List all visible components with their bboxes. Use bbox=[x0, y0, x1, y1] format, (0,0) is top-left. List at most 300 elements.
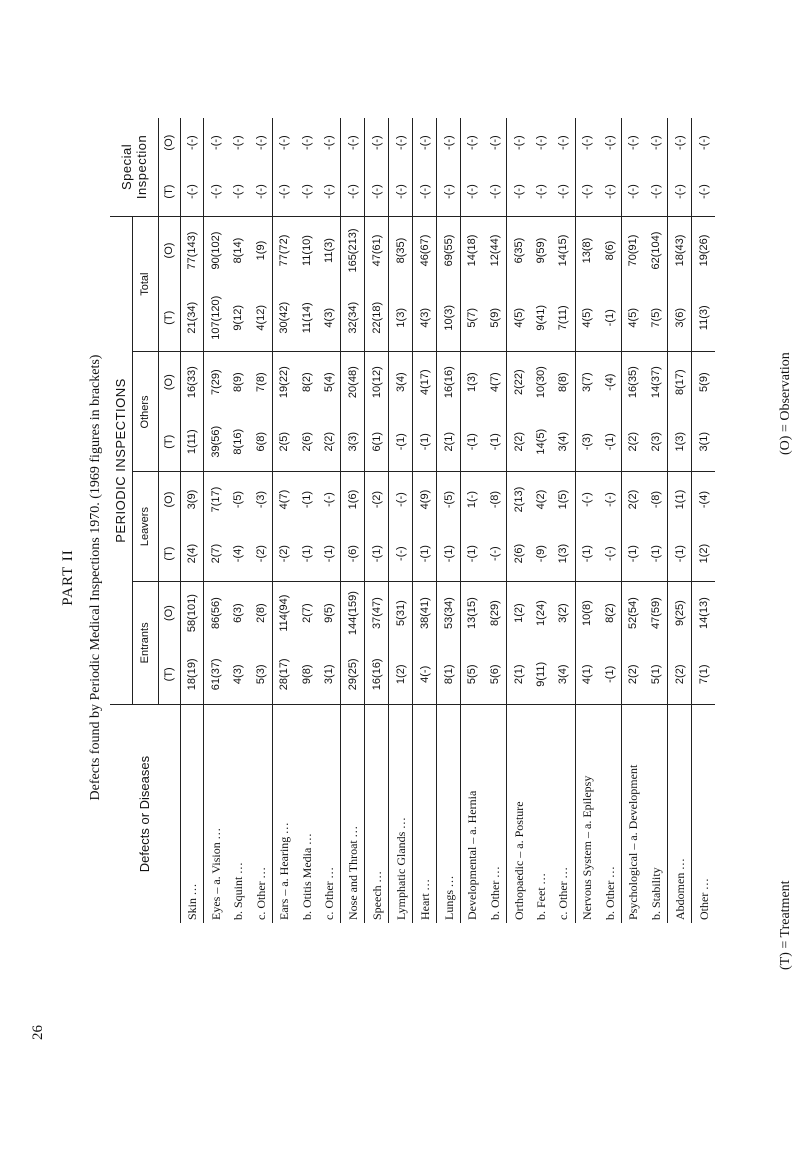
defect-name bbox=[204, 705, 227, 923]
cell-value: 5(5) bbox=[466, 664, 479, 685]
cell-value: 1(3) bbox=[394, 308, 407, 328]
cell-value: 3(9) bbox=[185, 489, 198, 510]
cell-value: -(-) bbox=[603, 184, 616, 199]
entrants-o-cell bbox=[180, 581, 204, 644]
total-t-cell bbox=[365, 284, 389, 352]
cell-value: 2(2) bbox=[323, 431, 336, 452]
cell-value: -(-) bbox=[488, 184, 501, 199]
total-t-cell bbox=[530, 284, 552, 352]
special-o-cell bbox=[296, 118, 318, 167]
cell-value: -(1) bbox=[673, 545, 686, 563]
others-o-cell bbox=[645, 352, 668, 412]
cell-value: -(-) bbox=[557, 184, 570, 199]
cell-value: -(6) bbox=[346, 545, 359, 563]
defect-label: b. Other bbox=[602, 880, 617, 920]
entrants-o-cell bbox=[575, 581, 598, 644]
leavers-o-cell bbox=[575, 472, 598, 527]
entrants-t-cell bbox=[389, 645, 413, 705]
entrants-t-cell bbox=[296, 645, 318, 705]
cell-value: 14(37) bbox=[649, 366, 662, 399]
defect-label: Abdomen bbox=[672, 872, 687, 920]
leavers-o-cell bbox=[484, 472, 507, 527]
leavers-t-cell bbox=[507, 527, 530, 582]
special-t-cell bbox=[413, 167, 437, 216]
leavers-t-cell bbox=[461, 527, 484, 582]
entrants-t-cell bbox=[180, 645, 204, 705]
entrants-o-cell bbox=[668, 581, 692, 644]
special-t-cell bbox=[318, 167, 341, 216]
defect-label: Lungs bbox=[441, 890, 456, 920]
leavers-o-cell bbox=[621, 472, 644, 527]
cell-value: 13(8) bbox=[581, 237, 594, 264]
page-number: 26 bbox=[30, 1025, 46, 1040]
defect-name bbox=[484, 705, 507, 923]
entrants-t-cell bbox=[530, 645, 552, 705]
leavers-o-cell bbox=[437, 472, 461, 527]
cell-value: 10(3) bbox=[442, 304, 455, 331]
defect-label: Heart bbox=[417, 893, 432, 920]
special-t-cell bbox=[668, 167, 692, 216]
special-o-cell bbox=[575, 118, 598, 167]
others-o-cell bbox=[461, 352, 484, 412]
group-header-others: Others bbox=[132, 352, 158, 472]
others-o-cell bbox=[365, 352, 389, 412]
cell-value: 7(11) bbox=[557, 305, 570, 331]
defect-name bbox=[180, 705, 204, 923]
table-row bbox=[413, 118, 437, 923]
table-row bbox=[365, 118, 389, 923]
leader-dots: ... bbox=[184, 882, 199, 895]
cell-value: -(-) bbox=[185, 184, 198, 199]
cell-value: -(-) bbox=[673, 135, 686, 150]
special-t-cell bbox=[437, 167, 461, 216]
others-t-cell bbox=[318, 412, 341, 472]
special-o-cell bbox=[484, 118, 507, 167]
cell-value: 1(5) bbox=[557, 489, 570, 510]
total-t-cell bbox=[507, 284, 530, 352]
total-o-header: (O) bbox=[158, 216, 180, 284]
cell-value: -(1) bbox=[581, 545, 594, 563]
defect-label: c. Other bbox=[556, 881, 571, 920]
entrants-t-cell bbox=[204, 645, 227, 705]
defect-label: Developmental – a. Hernia bbox=[465, 790, 480, 920]
defect-name bbox=[552, 705, 575, 923]
leavers-t-cell bbox=[180, 527, 204, 582]
special-t-cell bbox=[575, 167, 598, 216]
others-t-cell bbox=[552, 412, 575, 472]
cell-value: -(-) bbox=[649, 184, 662, 199]
entrants-t-cell bbox=[413, 645, 437, 705]
cell-value: -(1) bbox=[300, 491, 313, 509]
defect-label: Eyes – a. Vision bbox=[208, 842, 223, 920]
entrants-o-cell bbox=[484, 581, 507, 644]
cell-value: -(1) bbox=[418, 433, 431, 451]
leavers-o-cell bbox=[204, 472, 227, 527]
leader-dots: ... bbox=[345, 825, 360, 838]
table-row bbox=[389, 118, 413, 923]
cell-value: 62(104) bbox=[649, 231, 662, 270]
entrants-t-cell bbox=[341, 645, 365, 705]
table-row bbox=[204, 118, 227, 923]
leader-dots: ... bbox=[487, 865, 502, 878]
cell-value: -(2) bbox=[370, 491, 383, 509]
total-o-cell bbox=[180, 216, 204, 284]
leavers-t-cell bbox=[318, 527, 341, 582]
leader-dots: ... bbox=[322, 866, 337, 879]
cell-value: 8(35) bbox=[394, 237, 407, 264]
leavers-o-cell bbox=[249, 472, 272, 527]
cell-value: -(-) bbox=[581, 135, 594, 150]
defect-name bbox=[318, 705, 341, 923]
defect-name bbox=[598, 705, 621, 923]
special-o-cell bbox=[692, 118, 715, 167]
leavers-o-cell bbox=[461, 472, 484, 527]
cell-value: -(8) bbox=[649, 491, 662, 509]
others-o-cell bbox=[530, 352, 552, 412]
total-o-cell bbox=[227, 216, 249, 284]
table-row bbox=[249, 118, 272, 923]
cell-value: -(-) bbox=[394, 492, 407, 507]
cell-value: 11(3) bbox=[697, 305, 710, 331]
cell-value: 6(35) bbox=[512, 237, 525, 264]
table-row bbox=[575, 118, 598, 923]
others-t-cell bbox=[227, 412, 249, 472]
special-o-cell bbox=[249, 118, 272, 167]
others-o-cell bbox=[692, 352, 715, 412]
others-t-cell bbox=[413, 412, 437, 472]
cell-value: -(3) bbox=[581, 433, 594, 451]
cell-value: 8(17) bbox=[673, 369, 686, 395]
others-o-cell bbox=[341, 352, 365, 412]
cell-value: 1(6) bbox=[346, 489, 359, 510]
leavers-o-cell bbox=[318, 472, 341, 527]
special-t-cell bbox=[507, 167, 530, 216]
cell-value: -(-) bbox=[557, 135, 570, 150]
special-t-cell bbox=[484, 167, 507, 216]
special-o-cell bbox=[227, 118, 249, 167]
group-header-leavers: Leavers bbox=[132, 472, 158, 581]
cell-value: 1(1) bbox=[673, 489, 686, 510]
cell-value: 10(12) bbox=[370, 366, 383, 399]
cell-value: 13(15) bbox=[466, 597, 479, 629]
cell-value: -(-) bbox=[323, 184, 336, 199]
cell-value: -(3) bbox=[254, 491, 267, 509]
cell-value: 61(37) bbox=[209, 658, 222, 691]
entrants-t-cell bbox=[692, 645, 715, 705]
special-o-cell bbox=[413, 118, 437, 167]
total-t-cell bbox=[413, 284, 437, 352]
special-o-cell bbox=[180, 118, 204, 167]
others-t-cell bbox=[645, 412, 668, 472]
cell-value: -(-) bbox=[627, 184, 640, 199]
defect-name bbox=[692, 705, 715, 923]
special-o-cell bbox=[389, 118, 413, 167]
defect-name bbox=[645, 705, 668, 923]
cell-value: 29(25) bbox=[346, 658, 359, 691]
cell-value: 5(7) bbox=[466, 308, 479, 328]
cell-value: 8(8) bbox=[557, 372, 570, 392]
cell-value: 1(11) bbox=[185, 429, 198, 455]
cell-value: 1(24) bbox=[534, 600, 547, 626]
cell-value: -(-) bbox=[232, 135, 245, 150]
cell-value: 10(8) bbox=[581, 600, 594, 626]
cell-value: -(-) bbox=[278, 135, 291, 150]
total-t-cell bbox=[598, 284, 621, 352]
defect-label: Nose and Throat bbox=[345, 840, 360, 920]
total-t-cell bbox=[341, 284, 365, 352]
cell-value: 16(16) bbox=[370, 658, 383, 691]
leavers-t-cell bbox=[296, 527, 318, 582]
special-o-header: (O) bbox=[158, 118, 180, 167]
table-row bbox=[461, 118, 484, 923]
cell-value: -(2) bbox=[254, 545, 267, 563]
leavers-o-cell bbox=[552, 472, 575, 527]
entrants-o-cell bbox=[507, 581, 530, 644]
total-o-cell bbox=[552, 216, 575, 284]
entrants-o-cell bbox=[461, 581, 484, 644]
total-o-cell bbox=[668, 216, 692, 284]
leavers-t-cell bbox=[668, 527, 692, 582]
cell-value: 8(1) bbox=[442, 664, 455, 685]
leavers-o-cell bbox=[598, 472, 621, 527]
cell-value: 2(22) bbox=[512, 369, 525, 395]
entrants-o-cell bbox=[389, 581, 413, 644]
cell-value: 7(1) bbox=[697, 664, 710, 685]
special-t-cell bbox=[461, 167, 484, 216]
defect-name bbox=[227, 705, 249, 923]
entrants-o-cell bbox=[437, 581, 461, 644]
cell-value: 30(42) bbox=[278, 301, 291, 334]
cell-value: -(1) bbox=[418, 545, 431, 563]
cell-value: -(-) bbox=[323, 135, 336, 150]
cell-value: 5(3) bbox=[254, 664, 267, 685]
defect-name bbox=[530, 705, 552, 923]
cell-value: 8(9) bbox=[232, 372, 245, 392]
defect-name bbox=[389, 705, 413, 923]
special-o-cell bbox=[621, 118, 644, 167]
cell-value: -(-) bbox=[649, 135, 662, 150]
total-o-cell bbox=[272, 216, 295, 284]
cell-value: 8(14) bbox=[232, 237, 245, 264]
cell-value: -(-) bbox=[394, 135, 407, 150]
cell-value: 14(5) bbox=[534, 428, 547, 455]
table-row bbox=[621, 118, 644, 923]
defect-name bbox=[296, 705, 318, 923]
cell-value: 9(5) bbox=[323, 603, 336, 623]
others-o-header: (O) bbox=[158, 352, 180, 412]
others-t-cell bbox=[365, 412, 389, 472]
total-o-cell bbox=[645, 216, 668, 284]
leader-dots: ... bbox=[441, 875, 456, 887]
leader-dots: ... bbox=[602, 865, 617, 878]
others-t-cell bbox=[530, 412, 552, 472]
others-t-cell bbox=[668, 412, 692, 472]
leavers-t-cell bbox=[413, 527, 437, 582]
entrants-o-cell bbox=[296, 581, 318, 644]
cell-value: -(-) bbox=[581, 492, 594, 507]
total-o-cell bbox=[389, 216, 413, 284]
defect-name bbox=[249, 705, 272, 923]
cell-value: 2(7) bbox=[209, 543, 222, 564]
cell-value: 7(17) bbox=[209, 486, 222, 513]
cell-value: 90(102) bbox=[209, 231, 222, 270]
periodic-header: PERIODIC INSPECTIONS bbox=[110, 216, 132, 704]
cell-value: 144(159) bbox=[346, 591, 359, 636]
others-o-cell bbox=[507, 352, 530, 412]
leavers-o-header: (O) bbox=[158, 472, 180, 527]
cell-value: 11(14) bbox=[300, 302, 313, 334]
defect-name bbox=[507, 705, 530, 923]
others-t-cell bbox=[621, 412, 644, 472]
entrants-t-cell bbox=[365, 645, 389, 705]
leader-dots: ... bbox=[369, 870, 384, 883]
cell-value: 86(56) bbox=[209, 597, 222, 629]
defect-label: Speech bbox=[369, 885, 384, 920]
cell-value: -(4) bbox=[603, 373, 616, 391]
entrants-o-cell bbox=[530, 581, 552, 644]
cell-value: 14(13) bbox=[697, 597, 710, 629]
cell-value: 1(3) bbox=[673, 431, 686, 452]
cell-value: -(-) bbox=[673, 184, 686, 199]
special-t-cell bbox=[249, 167, 272, 216]
cell-value: -(-) bbox=[603, 492, 616, 507]
total-t-cell bbox=[272, 284, 295, 352]
special-t-cell bbox=[692, 167, 715, 216]
total-o-cell bbox=[204, 216, 227, 284]
total-o-cell bbox=[461, 216, 484, 284]
cell-value: 5(1) bbox=[649, 664, 662, 685]
cell-value: 5(4) bbox=[323, 372, 336, 392]
cell-value: -(1) bbox=[488, 433, 501, 451]
leavers-t-cell bbox=[575, 527, 598, 582]
cell-value: -(-) bbox=[300, 184, 313, 199]
total-o-cell bbox=[575, 216, 598, 284]
cell-value: -(-) bbox=[697, 135, 710, 150]
entrants-o-cell bbox=[272, 581, 295, 644]
special-o-cell bbox=[437, 118, 461, 167]
others-o-cell bbox=[552, 352, 575, 412]
cell-value: 18(43) bbox=[673, 234, 686, 267]
cell-value: -(-) bbox=[209, 135, 222, 150]
cell-value: 2(13) bbox=[512, 486, 525, 513]
table-row bbox=[437, 118, 461, 923]
others-t-cell bbox=[461, 412, 484, 472]
cell-value: 32(34) bbox=[346, 301, 359, 334]
cell-value: -(-) bbox=[697, 184, 710, 199]
defect-label: Ears – a. Hearing bbox=[277, 836, 292, 920]
cell-value: -(1) bbox=[300, 545, 313, 563]
cell-value: 2(1) bbox=[442, 431, 455, 452]
total-t-cell bbox=[621, 284, 644, 352]
cell-value: 4(3) bbox=[232, 664, 245, 685]
defect-label: c. Other bbox=[253, 881, 268, 920]
entrants-t-cell bbox=[227, 645, 249, 705]
leavers-o-cell bbox=[272, 472, 295, 527]
total-t-cell bbox=[552, 284, 575, 352]
total-t-cell bbox=[227, 284, 249, 352]
cell-value: 6(1) bbox=[370, 431, 383, 452]
cell-value: 1(2) bbox=[512, 603, 525, 623]
cell-value: 70(91) bbox=[627, 234, 640, 267]
leavers-t-cell bbox=[437, 527, 461, 582]
leavers-t-cell bbox=[365, 527, 389, 582]
cell-value: -(1) bbox=[603, 665, 616, 683]
cell-value: 52(54) bbox=[627, 597, 640, 629]
table-row bbox=[692, 118, 715, 923]
cell-value: -(5) bbox=[442, 491, 455, 509]
cell-value: -(-) bbox=[442, 135, 455, 150]
cell-value: 4(5) bbox=[581, 308, 594, 328]
special-t-cell bbox=[227, 167, 249, 216]
cell-value: 16(16) bbox=[442, 366, 455, 399]
others-t-cell bbox=[575, 412, 598, 472]
entrants-t-cell bbox=[461, 645, 484, 705]
special-inspection-header: Special Inspection bbox=[110, 118, 158, 216]
cell-value: 2(3) bbox=[649, 431, 662, 452]
cell-value: -(-) bbox=[394, 546, 407, 561]
cell-value: -(-) bbox=[278, 184, 291, 199]
cell-value: 47(59) bbox=[649, 597, 662, 629]
cell-value: -(-) bbox=[394, 184, 407, 199]
table-row bbox=[507, 118, 530, 923]
leavers-o-cell bbox=[365, 472, 389, 527]
cell-value: -(1) bbox=[394, 433, 407, 451]
leavers-o-cell bbox=[389, 472, 413, 527]
leader-dots: ... bbox=[253, 866, 268, 879]
total-o-cell bbox=[296, 216, 318, 284]
cell-value: -(-) bbox=[534, 184, 547, 199]
total-o-cell bbox=[413, 216, 437, 284]
cell-value: 12(44) bbox=[488, 234, 501, 267]
cell-value: -(-) bbox=[209, 184, 222, 199]
special-t-cell bbox=[204, 167, 227, 216]
leavers-t-cell bbox=[552, 527, 575, 582]
cell-value: 16(35) bbox=[627, 366, 640, 399]
cell-value: 39(56) bbox=[209, 425, 222, 458]
defects-table bbox=[110, 118, 715, 923]
defect-name bbox=[668, 705, 692, 923]
leader-dots: ... bbox=[277, 821, 292, 834]
cell-value: 4(5) bbox=[512, 308, 525, 328]
leavers-o-cell bbox=[180, 472, 204, 527]
others-o-cell bbox=[180, 352, 204, 412]
cell-value: -(1) bbox=[323, 545, 336, 563]
cell-value: 107(120) bbox=[209, 295, 222, 340]
total-t-cell bbox=[668, 284, 692, 352]
entrants-o-cell bbox=[621, 581, 644, 644]
cell-value: 11(10) bbox=[300, 235, 313, 267]
cell-value: 9(59) bbox=[534, 237, 547, 264]
others-t-header: (T) bbox=[158, 412, 180, 472]
group-header-total: Total bbox=[132, 216, 158, 352]
special-o-cell bbox=[318, 118, 341, 167]
cell-value: 5(6) bbox=[488, 664, 501, 685]
leavers-o-cell bbox=[227, 472, 249, 527]
others-o-cell bbox=[389, 352, 413, 412]
leavers-t-cell bbox=[272, 527, 295, 582]
others-o-cell bbox=[249, 352, 272, 412]
defect-label: Orthopaedic – a. Posture bbox=[511, 801, 526, 920]
total-t-cell bbox=[575, 284, 598, 352]
others-o-cell bbox=[296, 352, 318, 412]
defect-label: Nervous System – a. Epilepsy bbox=[580, 775, 595, 920]
leader-dots: ... bbox=[393, 816, 408, 829]
defect-name bbox=[461, 705, 484, 923]
special-o-cell bbox=[341, 118, 365, 167]
special-t-cell bbox=[389, 167, 413, 216]
cell-value: 8(16) bbox=[232, 428, 245, 455]
others-t-cell bbox=[249, 412, 272, 472]
